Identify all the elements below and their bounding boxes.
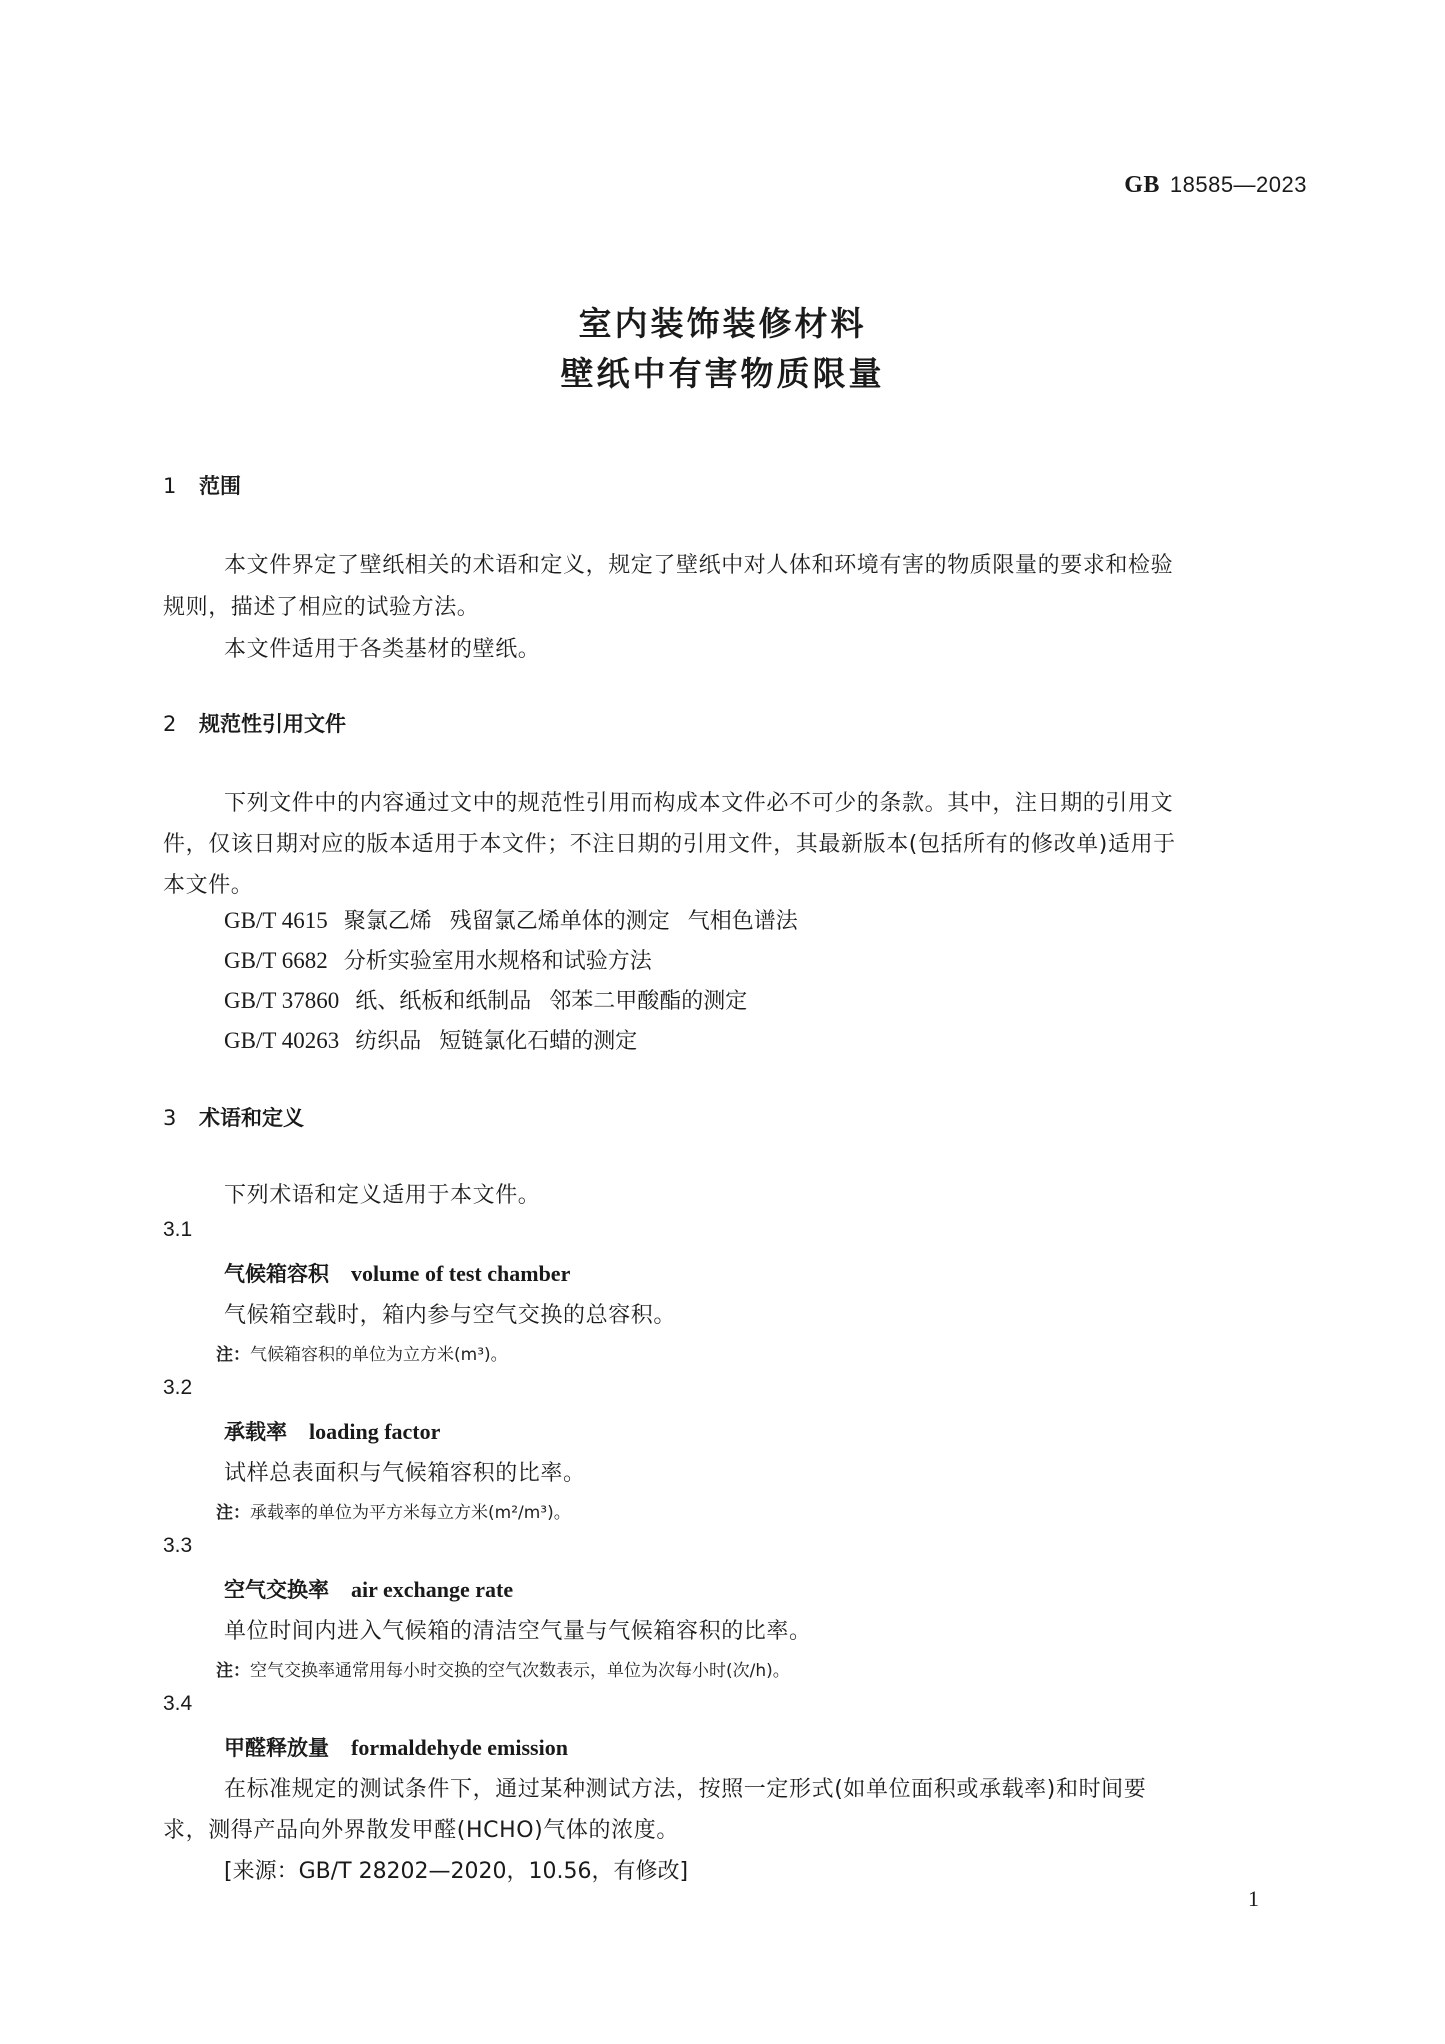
term-zh: 甲醛释放量: [224, 1736, 329, 1760]
reference-title-part: 聚氯乙烯: [343, 909, 432, 934]
reference-code: GB/T 4615: [224, 908, 328, 933]
scope-paragraph-2: 本文件适用于各类基材的壁纸。: [224, 637, 541, 662]
section-number: 3: [163, 1106, 177, 1130]
section-number: 1: [163, 474, 177, 498]
section-heading-terms-definitions: [163, 1102, 304, 1132]
term-definition: 气候箱空载时，箱内参与空气交换的总容积。: [224, 1303, 677, 1328]
note-label: 注：: [216, 1345, 250, 1365]
term-note: [216, 1498, 571, 1523]
scope-paragraph-1: 本文件界定了壁纸相关的术语和定义，规定了壁纸中对人体和环境有害的物质限量的要求和检验: [224, 553, 1174, 578]
clause-number: 3.2: [163, 1376, 193, 1399]
term-zh: 空气交换率: [224, 1578, 329, 1602]
note-text: 承载率的单位为平方米每立方米(m²/m³)。: [250, 1503, 571, 1523]
reference-item: [224, 1024, 637, 1055]
references-paragraph-cont-2: 本文件。: [163, 873, 254, 898]
term-definition: 在标准规定的测试条件下，通过某种测试方法，按照一定形式(如单位面积或承载率)和时间要: [224, 1777, 1147, 1802]
section-heading-scope: [163, 470, 241, 500]
term-source: [来源：GB/T 28202—2020，10.56，有修改]: [224, 1859, 689, 1884]
document-title-line-1: 室内装饰装修材料: [578, 304, 867, 343]
term-heading: [224, 1574, 513, 1604]
scope-paragraph-1-cont: 规则，描述了相应的试验方法。: [163, 595, 480, 620]
terms-intro-paragraph: 下列术语和定义适用于本文件。: [224, 1183, 541, 1208]
term-heading: [224, 1732, 568, 1762]
note-label: 注：: [216, 1503, 250, 1523]
term-en: formaldehyde emission: [351, 1735, 568, 1760]
note-text: 空气交换率通常用每小时交换的空气次数表示，单位为次每小时(次/h)。: [250, 1661, 790, 1681]
reference-item: [224, 904, 798, 935]
section-number: 2: [163, 712, 177, 736]
term-note: [216, 1340, 508, 1365]
reference-code: GB/T 6682: [224, 948, 328, 973]
reference-title-part: 残留氯乙烯单体的测定: [449, 909, 670, 934]
clause-number: 3.3: [163, 1534, 193, 1557]
term-definition-cont: 求，测得产品向外界散发甲醛(HCHO)气体的浓度。: [163, 1818, 679, 1843]
term-en: loading factor: [309, 1419, 441, 1444]
reference-title-part: 纺织品: [355, 1029, 422, 1054]
reference-title-part: 纸、纸板和纸制品: [355, 989, 532, 1014]
term-note: [216, 1656, 790, 1681]
reference-item: [224, 944, 652, 975]
reference-item: [224, 984, 747, 1015]
clause-number: 3.4: [163, 1692, 193, 1715]
reference-title-part: 短链氯化石蜡的测定: [439, 1029, 638, 1054]
term-definition: 试样总表面积与气候箱容积的比率。: [224, 1461, 586, 1486]
section-heading-normative-references: [163, 708, 346, 738]
section-title: 规范性引用文件: [199, 712, 346, 736]
term-en: air exchange rate: [351, 1577, 514, 1602]
term-heading: [224, 1416, 440, 1446]
term-en: volume of test chamber: [351, 1261, 571, 1286]
references-paragraph-cont-1: 件，仅该日期对应的版本适用于本文件；不注日期的引用文件，其最新版本(包括所有的修改单)适用于: [163, 832, 1176, 857]
document-title-line-2: 壁纸中有害物质限量: [560, 354, 885, 393]
references-paragraph: 下列文件中的内容通过文中的规范性引用而构成本文件必不可少的条款。其中，注日期的引用文: [224, 791, 1174, 816]
reference-code: GB/T 37860: [224, 988, 340, 1013]
term-definition: 单位时间内进入气候箱的清洁空气量与气候箱容积的比率。: [224, 1619, 812, 1644]
standard-prefix: GB: [1124, 172, 1160, 198]
term-zh: 承载率: [224, 1420, 287, 1444]
page-number: 1: [1248, 1886, 1259, 1911]
reference-title-part: 分析实验室用水规格和试验方法: [343, 949, 652, 974]
reference-title-part: 气相色谱法: [687, 909, 798, 934]
section-title: 范围: [199, 474, 241, 498]
reference-title-part: 邻苯二甲酸酯的测定: [549, 989, 748, 1014]
standard-number: 18585—2023: [1169, 172, 1307, 197]
reference-code: GB/T 40263: [224, 1028, 340, 1053]
clause-number: 3.1: [163, 1218, 193, 1241]
section-title: 术语和定义: [199, 1106, 304, 1130]
term-heading: [224, 1258, 570, 1288]
note-text: 气候箱容积的单位为立方米(m³)。: [250, 1345, 508, 1365]
standard-code: [1124, 172, 1307, 199]
note-label: 注：: [216, 1661, 250, 1681]
term-zh: 气候箱容积: [224, 1262, 329, 1286]
